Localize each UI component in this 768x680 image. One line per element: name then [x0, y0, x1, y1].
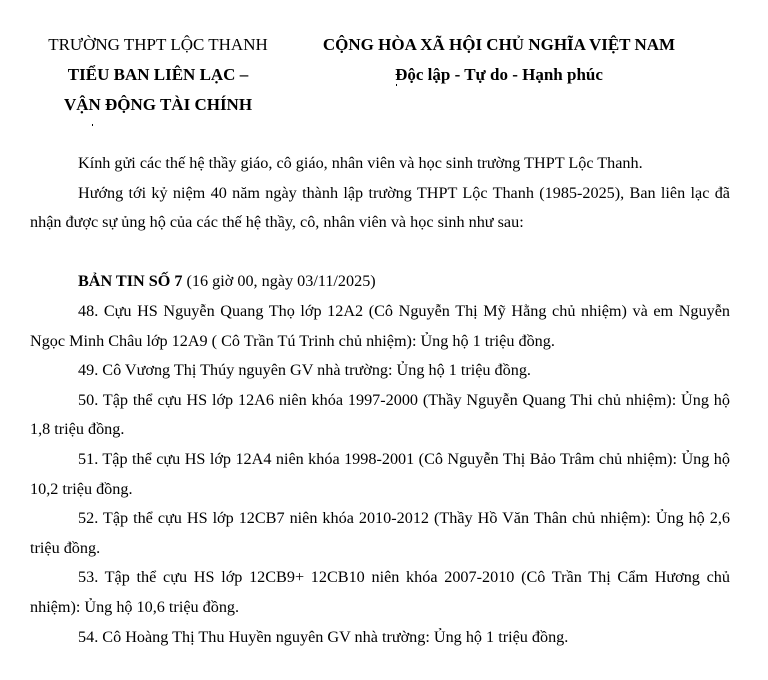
donation-entry: 48. Cựu HS Nguyễn Quang Thọ lớp 12A2 (Cô Nguyễn Thị Mỹ Hằng chủ nhiệm) và em Nguyễn Ngọc Minh Châu lớp 12A9 ( Cô Trần Tú Trinh chủ nhiệm): Ủng hộ 1 triệu đồng. — [30, 301, 730, 350]
donation-entry: 50. Tập thể cựu HS lớp 12A6 niên khóa 1997-2000 (Thầy Nguyễn Quang Thi chủ nhiệm): Ủng hộ 1,8 triệu đồng. — [30, 390, 730, 439]
committee-name-line2: VẬN ĐỘNG TÀI CHÍNH — [63, 95, 253, 114]
donation-entry: 51. Tập thể cựu HS lớp 12A4 niên khóa 1998-2001 (Cô Nguyễn Thị Bảo Trâm chủ nhiệm): Ủng hộ 10,2 triệu đồng. — [30, 449, 730, 498]
donation-entry: 54. Cô Hoàng Thị Thu Huyền nguyên GV nhà trường: Ủng hộ 1 triệu đồng. — [78, 627, 569, 646]
donation-entry: 53. Tập thể cựu HS lớp 12CB9+ 12CB10 niên khóa 2007-2010 (Cô Trần Thị Cẩm Hương chủ nhiệm): Ủng hộ 10,6 triệu đồng. — [30, 568, 730, 616]
document-body — [30, 149, 730, 652]
bulletin-time: (16 giờ 00, ngày 03/11/2025) — [182, 272, 376, 291]
school-name: TRƯỜNG THPT LỘC THANH — [48, 35, 268, 54]
bulletin-heading — [30, 267, 730, 297]
national-header — [308, 30, 690, 90]
donation-entry: 49. Cô Vương Thị Thúy nguyên GV nhà trường: Ủng hộ 1 triệu đồng. — [78, 361, 531, 380]
intro-paragraph: Hướng tới kỷ niệm 40 năm ngày thành lập trường THPT Lộc Thanh (1985-2025), Ban liên lạc đã nhận được sự ủng hộ của các thế hệ thầy, cô, nhân viên và học sinh như sau: — [30, 183, 730, 232]
paragraph-spacer — [30, 238, 730, 268]
header-underline-mark — [396, 84, 397, 86]
school-header — [30, 30, 286, 120]
donation-entry: 52. Tập thể cựu HS lớp 12CB7 niên khóa 2010-2012 (Thầy Hồ Văn Thân chủ nhiệm): Ủng hộ 2,6 triệu đồng. — [30, 509, 730, 557]
national-title: CỘNG HÒA XÃ HỘI CHỦ NGHĨA VIỆT NAM — [322, 35, 676, 54]
document-header — [0, 30, 768, 130]
committee-name-line1: TIỂU BAN LIÊN LẠC – — [67, 65, 249, 84]
greeting-paragraph: Kính gửi các thế hệ thầy giáo, cô giáo, nhân viên và học sinh trường THPT Lộc Thanh. — [78, 154, 643, 172]
bulletin-title: BẢN TIN SỐ 7 — [78, 272, 183, 291]
header-underline-mark — [92, 124, 93, 126]
national-motto: Độc lập - Tự do - Hạnh phúc — [395, 65, 603, 84]
